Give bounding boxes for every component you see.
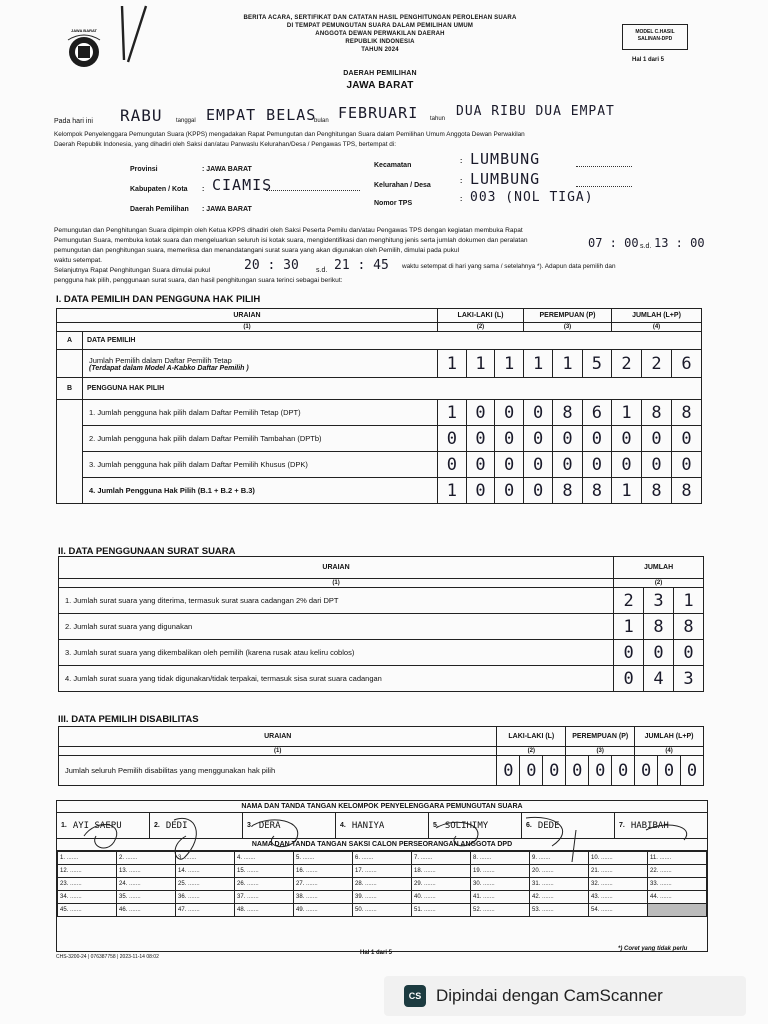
kecamatan-label: Kecamatan [374,162,412,169]
saksi-number: 25. [178,881,187,887]
kabupaten-value: CIAMIS [212,176,273,194]
saksi-number: 19. [473,868,482,874]
saksi-cell: 45. ....... [58,904,117,917]
saksi-number: 40. [414,894,423,900]
saksi-number: 13. [119,868,128,874]
s1-b-row3-label: 3. Jumlah pengguna hak pilih dalam Daftar Pemilih Khusus (DPK) [83,452,438,478]
footer-note: *) Coret yang tidak perlu [618,946,688,952]
time-start: 07 : 00 [588,236,639,250]
pen-stroke-mark [116,4,152,64]
s2-uraian-header: URAIAN [59,557,614,579]
kpps-name: SOLIHIMY [444,820,489,831]
time-count-start: 20 : 30 [244,258,299,273]
saksi-number: 32. [591,881,600,887]
dapil-label: DAERAH PEMILIHAN [343,70,417,77]
saksi-cell: 5. ....... [294,852,353,865]
saksi-number: 43. [591,894,600,900]
s1-a-letter: A [57,332,83,350]
tps-value: 003 (NOL TIGA) [470,190,594,205]
saksi-cell: 23. ....... [58,878,117,891]
saksi-cell: 27. ....... [294,878,353,891]
para-line7: pengguna hak pilih, penggunaan surat suara, dan hasil penghitungan suara terinci sebagai berikut: [54,277,343,284]
saksi-cell: 47. ....... [176,904,235,917]
saksi-cell: 8. ....... [471,852,530,865]
saksi-cell: 29. ....... [412,878,471,891]
para-line5: Selanjutnya Rapat Penghitungan Suara dimulai pukul [54,267,211,274]
saksi-cell: 42. ....... [530,891,589,904]
s3-jml-header: JUMLAH (L+P) [635,727,704,747]
kpps-number: 6. [526,822,532,829]
hari-value: RABU [120,106,163,125]
para-line4: waktu setempat. [54,257,103,264]
s3-uraian-header: URAIAN [59,727,497,747]
kpps-number: 2. [154,822,160,829]
saksi-number: 24. [119,881,128,887]
s2-row4-label: 4. Jumlah surat suara yang tidak digunakan/tidak terpakai, termasuk sisa surat suara cadangan [59,666,614,692]
footer-page: Hal 1 dari 5 [360,950,393,956]
section2-table: URAIAN JUMLAH (1) (2) 1. Jumlah surat suara yang diterima, termasuk surat suara cadangan 2% dari DPT 2 3 1 2. Jumlah surat suara yang digunakan 1 8 8 3. Jumlah surat suara yang dikembalikan oleh pemilih (karena rusak atau keliru coblos) 0 0 0 4. Jumlah surat suara yang tidak digunakan/tidak terpakai, termasuk sisa surat suara cadangan 0 4 3 [58,556,704,692]
saksi-number: 10. [591,855,600,861]
section3-table: URAIAN LAKI-LAKI (L) PEREMPUAN (P) JUMLAH (L+P) (1) (2) (3) (4) Jumlah seluruh Pemilih disabilitas yang menggunakan hak pilih 0 0 0 0 0 0 0 0 0 [58,726,704,786]
saksi-cell: 9. ....... [530,852,589,865]
saksi-cell: 25. ....... [176,878,235,891]
kelurahan-value: LUMBUNG [470,170,541,188]
header-line5: TAHUN 2024 [361,47,399,53]
saksi-number: 11. [650,855,658,861]
kpps-number: 4. [340,822,346,829]
s1-b-title: PENGGUNA HAK PILIH [83,378,702,400]
saksi-number: 54. [591,907,600,913]
saksi-cell: 4. ....... [235,852,294,865]
saksi-number: 16. [296,868,305,874]
saksi-cell: 44. ....... [648,891,707,904]
kpps-name: DEDE [537,820,560,831]
s2-jml-header: JUMLAH [614,557,704,579]
saksi-cell: 39. ....... [353,891,412,904]
intro-para2: Daerah Republik Indonesia, yang dihadiri oleh Saksi dan/atau Panwaslu Kelurahan/Desa / Pengawas TPS, bertempat di: [54,141,396,148]
saksi-cell: 50. ....... [353,904,412,917]
kpps-number: 1. [61,822,67,829]
saksi-cell: 2. ....... [117,852,176,865]
header-line3: ANGGOTA DEWAN PERWAKILAN DAERAH [315,31,445,37]
provinsi-value: : JAWA BARAT [202,166,252,173]
saksi-number: 14. [178,868,187,874]
saksi-number: 1. [60,855,66,861]
kecamatan-value: LUMBUNG [470,150,541,168]
saksi-cell: 41. ....... [471,891,530,904]
para-line3: pemungutan dan penghitungan suara, memeriksa dan menandatangani surat suara yang akan digunakan oleh Pemilih, dimulai pada pukul [54,247,460,254]
saksi-cell: 49. ....... [294,904,353,917]
saksi-number: 17. [355,868,364,874]
saksi-cell: 48. ....... [235,904,294,917]
s1-b-letter: B [57,378,83,400]
saksi-number: 26. [237,881,246,887]
saksi-cell: 53. ....... [530,904,589,917]
section2-title: II. DATA PENGGUNAAN SURAT SUARA [58,546,236,557]
sd-label-1: s.d. [640,243,652,250]
para-line6: waktu setempat di hari yang sama / setelahnya *). Adapun data pemilih dan [402,263,616,270]
saksi-number: 12. [60,868,69,874]
sd-label-2: s.d. [316,267,328,274]
saksi-number: 4. [237,855,243,861]
s2-row2-label: 2. Jumlah surat suara yang digunakan [59,614,614,640]
kpps-number: 7. [619,822,625,829]
saksi-cell: 6. ....... [353,852,412,865]
saksi-cell: 52. ....... [471,904,530,917]
saksi-number: 15. [237,868,246,874]
saksi-number: 30. [473,881,482,887]
page-counter-top: Hal 1 dari 5 [632,57,665,63]
saksi-number: 33. [650,881,659,887]
s1-b-row1-label: 1. Jumlah pengguna hak pilih dalam Daftar Pemilih Tetap (DPT) [83,400,438,426]
saksi-number: 23. [60,881,69,887]
saksi-number: 31. [532,881,541,887]
saksi-number: 6. [355,855,361,861]
kpps-title: NAMA DAN TANDA TANGAN KELOMPOK PENYELENGGARA PEMUNGUTAN SUARA [57,801,707,813]
bulan-label: bulan [314,118,329,124]
saksi-number: 52. [473,907,482,913]
kpu-logo-icon [64,28,104,84]
saksi-cell: 14. ....... [176,865,235,878]
saksi-cell: 19. ....... [471,865,530,878]
saksi-cell: 1. ....... [58,852,117,865]
camscanner-text: Dipindai dengan CamScanner [436,986,663,1005]
saksi-number: 38. [296,894,305,900]
tps-label: Nomor TPS [374,200,413,207]
para-line1: Pemungutan dan Penghitungan Suara dipimpin oleh Ketua KPPS dihadiri oleh Saksi Peserta Pemilu dan/atau Pengawas TPS dengan kegiatan membuka Rapat [54,227,523,234]
saksi-cell: 37. ....... [235,891,294,904]
saksi-number: 22. [650,868,659,874]
saksi-cell: 16. ....... [294,865,353,878]
kabupaten-label: Kabupaten / Kota [130,186,188,193]
time-count-end: 21 : 45 [334,258,389,273]
saksi-cell: 31. ....... [530,878,589,891]
saksi-number: 41. [473,894,482,900]
saksi-cell: 10. ....... [589,852,648,865]
saksi-cell: 24. ....... [117,878,176,891]
saksi-cell: 38. ....... [294,891,353,904]
saksi-cell: 36. ....... [176,891,235,904]
saksi-cell: 32. ....... [589,878,648,891]
saksi-number: 35. [119,894,128,900]
s1-uraian-header: URAIAN [57,309,438,323]
logo-text: JAWA BARAT [71,28,97,33]
kelurahan-label: Kelurahan / Desa [374,182,431,189]
s3-pr-header: PEREMPUAN (P) [566,727,635,747]
provinsi-label: Provinsi [130,166,158,173]
daerah-pemilihan-value: : JAWA BARAT [202,206,252,213]
s1-b-row2-label: 2. Jumlah pengguna hak pilih dalam Daftar Pemilih Tambahan (DPTb) [83,426,438,452]
saksi-number: 53. [532,907,541,913]
pada-hari-label: Pada hari ini [54,118,93,125]
camscanner-watermark [384,976,746,1016]
saksi-number: 9. [532,855,538,861]
saksi-cell: 54. ....... [589,904,648,917]
saksi-cell: 40. ....... [412,891,471,904]
tahun-value: DUA RIBU DUA EMPAT [456,104,615,119]
header-line4: REPUBLIK INDONESIA [345,39,415,45]
bulan-value: FEBRUARI [338,104,419,122]
saksi-cell: 7. ....... [412,852,471,865]
saksi-number: 21. [591,868,600,874]
saksi-cell: 46. ....... [117,904,176,917]
kpps-name: DERA [258,820,281,831]
saksi-cell: 18. ....... [412,865,471,878]
kabupaten-dots [266,190,360,191]
saksi-number: 39. [355,894,364,900]
saksi-cell: 17. ....... [353,865,412,878]
time-end: 13 : 00 [654,236,705,250]
para-line2: Pemungutan Suara, membuka kotak suara dan mengeluarkan seluruh isi kotak suara, mengidentifikasi dan menghitung jenis serta jumlah dokumen dan peralatan [54,237,528,244]
saksi-number: 48. [237,907,246,913]
section3-title: III. DATA PEMILIH DISABILITAS [58,714,199,725]
saksi-cell: 22. ....... [648,865,707,878]
s1-jml-header: JUMLAH (L+P) [612,309,702,323]
saksi-number: 5. [296,855,302,861]
saksi-number: 36. [178,894,187,900]
saksi-cell-blank [648,904,707,917]
saksi-title: NAMA DAN TANDA TANGAN SAKSI CALON PERSEORANGAN ANGGOTA DPD [57,839,707,851]
saksi-number: 46. [119,907,128,913]
daerah-pemilihan-label: Daerah Pemilihan [130,206,189,213]
tanggal-label: tanggal [176,118,196,124]
kpps-number: 3. [247,822,253,829]
saksi-number: 42. [532,894,541,900]
saksi-cell: 43. ....... [589,891,648,904]
saksi-cell: 12. ....... [58,865,117,878]
kpps-name: HANIYA [351,820,385,831]
signature-scribbles [56,806,708,866]
saksi-number: 2. [119,855,125,861]
intro-para1: Kelompok Penyelenggara Pemungutan Suara (KPPS) mengadakan Rapat Pemungutan dan Penghitungan Suara dalam Pemilihan Umum Anggota Dewan Perwakilan [54,131,525,138]
saksi-cell: 51. ....... [412,904,471,917]
saksi-cell: 26. ....... [235,878,294,891]
model-box: MODEL C.HASIL SALINAN-DPD [622,24,688,50]
saksi-number: 44. [650,894,659,900]
kpps-name: DEDI [165,820,188,831]
saksi-cell: 15. ....... [235,865,294,878]
camscanner-icon: CS [404,985,426,1007]
saksi-number: 49. [296,907,305,913]
saksi-cell: 13. ....... [117,865,176,878]
kpps-name: HABIBAH [630,820,669,831]
saksi-cell: 11. ....... [648,852,707,865]
saksi-number: 3. [178,855,184,861]
saksi-cell: 3. ....... [176,852,235,865]
footer-code: CHS-3200-24 | 076387758 | 2023-11-14 08:02 [56,954,159,960]
saksi-cell: 34. ....... [58,891,117,904]
s1-lk-header: LAKI-LAKI (L) [438,309,524,323]
saksi-number: 50. [355,907,364,913]
saksi-number: 28. [355,881,364,887]
s2-row1-label: 1. Jumlah surat suara yang diterima, termasuk surat suara cadangan 2% dari DPT [59,588,614,614]
saksi-cell: 33. ....... [648,878,707,891]
saksi-number: 8. [473,855,479,861]
saksi-number: 18. [414,868,423,874]
s3-row-label: Jumlah seluruh Pemilih disabilitas yang menggunakan hak pilih [59,756,497,786]
s3-lk-header: LAKI-LAKI (L) [497,727,566,747]
saksi-cell: 28. ....... [353,878,412,891]
document-sheet: JAWA BARAT BERITA ACARA, SERTIFIKAT DAN CATATAN HASIL PENGHITUNGAN PEROLEHAN SUARA DI TEMPAT PEMUNGUTAN SUARA DALAM PEMILIHAN UMUM ANGGOTA DEWAN PERWAKILAN DAERAH REPUBLIK INDONESIA TAHUN 2024 DAERAH PEMILIHAN JAWA BARAT MODEL C.HASIL SALINAN-DPD Hal 1 dari 5 Pada hari ini RABU tanggal EMPAT BELAS bulan FEBRUARI tahun DUA RIBU DUA EMPAT Kelompok Penyelenggara Pemungutan Suara (KPPS) mengadakan Rapat Pemungutan dan Penghitungan Suara dalam Pemilihan Umum Anggota Dewan Perwakilan Daerah Republik Indonesia, yang dihadiri oleh Saksi dan/atau Panwaslu Kelurahan/Desa / Pengawas TPS, bertempat di: Provinsi : JAWA BARAT Kabupaten / Kota : CIAMIS Daerah Pemilihan : JAWA BARAT Kecamatan : LUMBUNG Kelurahan / Desa : LUMBUNG Nomor TPS : 003 (NOL TIGA) Pemungutan dan Penghitungan Suara dipimpin oleh Ketua KPPS dihadiri oleh Saksi Peserta Pemilu dan/atau Pengawas TPS dengan kegiatan membuka Rapat Pemungutan Suara, membuka kotak suara dan mengeluarkan seluruh isi kotak suara, mengidentifikasi dan menghitung jenis serta jumlah dokumen dan peralatan pemungutan dan penghitungan suara, memeriksa dan menandatangani surat suara yang akan digunakan oleh Pemilih, dimulai pada pukul 07 : 00 s.d. 13 : 00 waktu setempat. Selanjutnya Rapat Penghitungan Suara dimulai pukul 20 : 30 s.d. 21 : 45 waktu setempat di hari yang sama / setelahnya *). Adapun data pemilih dan pengguna hak pilih, penggunaan surat suara, dan hasil penghitungan suara terinci sebagai berikut: I. DATA PEMILIH DAN PENGGUNA HAK PILIH URAIAN LAKI-LAKI (L) PEREMPUAN (P) JUMLAH (L+P) (1) (2) (3) (4) A DATA PEMILIH Jumlah Pemilih dalam Daftar Pemilih Tetap (Terdapat dalam Model A-Kabko Daftar Pemilih ) 1 1 1 1 1 5 2 2 6 B PENGGUNA HAK PILIH 1. Jumlah pengguna hak pilih dalam Daftar Pemilih Tetap (DPT) 1 0 0 0 8 6 1 8 8 2. Jumlah pengguna hak pilih dalam Daftar Pemilih Tambahan (DPTb) 0 0 0 0 0 0 0 0 0 3. Jumlah pengguna hak pilih dalam Daftar Pemilih Khusus (DPK) 0 0 0 0 0 0 0 0 0 4. Jumlah Pengguna Hak Pilih (B.1 + B.2 + B.3) 1 0 0 0 8 8 1 8 8 II. DATA PENGGUNAAN SURAT SUARA URAIAN JUMLAH (1) (2) 1. Jumlah surat suara yang diterima, termasuk surat suara cadangan 2% dari DPT 2 3 1 2. Jumlah surat suara yang digunakan 1 8 8 3. Jumlah surat suara yang dikembalikan oleh pemilih (karena rusak atau keliru coblos) 0 0 0 4. Jumlah surat suara yang tidak digunakan/tidak terpakai, termasuk sisa surat suara cadangan 0 4 3 III. DATA PEMILIH DISABILITAS URAIAN LAKI-LAKI (L) PEREMPUAN (P) JUMLAH (L+P) (1) (2) (3) (4) Jumlah seluruh Pemilih disabilitas yang menggunakan hak pilih 0 0 0 0 0 0 0 0 0 NAMA DAN TANDA TANGAN KELOMPOK PENYELENGGARA PEMUNGUTAN SUARA 1. AYI SAEPU 2. DEDI 3. DERA 4. HANIYA 5. SOLIHIMY 6. DEDE 7. HABIBAH NAMA DAN TANDA TANGAN SAKSI CALON PERSEORANGAN ANGGOTA DPD 1. ....... 2. ....... 3. ....... 4. ....... 5. ....... 6. ....... 7. ....... 8. ....... 9. ....... 10. ....... 11. ....... 12. ....... 13. ....... 14. ....... 15. ....... 16. ....... 17. ....... 18. ....... 19. ....... 20. ....... 21. ....... 22. ....... 23. ....... 24. ....... 25. ....... 26. ....... 27. ....... 28. ....... 29. ....... 30. ....... 31. ....... 32. ....... 33. ....... 34. ....... 35. ....... 36. ....... 37. ....... 38. ....... 39. ....... 40. ....... 41. ....... 42. ....... 43. ....... 44. ....... 45. ....... 46. ....... 47. ....... 48. ....... 49. ....... 50. ....... 51. ....... 52. ....... 53. ....... 54. ....... CHS-3200-24 | 076387758 | 2023-11-14 08:02 Hal 1 dari 5 *) Coret yang tidak perlu [0,0,768,1024]
saksi-cell: 20. ....... [530,865,589,878]
saksi-number: 45. [60,907,69,913]
saksi-number: 51. [414,907,423,913]
header-line2: DI TEMPAT PEMUNGUTAN SUARA DALAM PEMILIHAN UMUM [286,23,474,29]
saksi-cell: 35. ....... [117,891,176,904]
s1-a-title: DATA PEMILIH [83,332,702,350]
saksi-cell: 30. ....... [471,878,530,891]
saksi-number: 34. [60,894,69,900]
tahun-label: tahun [430,116,446,122]
saksi-number: 7. [414,855,420,861]
tanggal-value: EMPAT BELAS [206,106,317,124]
saksi-number: 27. [296,881,305,887]
kpps-name: AYI SAEPU [72,820,122,831]
s1-pr-header: PEREMPUAN (P) [524,309,612,323]
saksi-number: 47. [178,907,187,913]
dapil-title: JAWA BARAT [346,80,414,91]
saksi-number: 20. [532,868,541,874]
kpps-number: 5. [433,822,439,829]
section1-title: I. DATA PEMILIH DAN PENGGUNA HAK PILIH [56,294,261,305]
s1-b-row4-label: 4. Jumlah Pengguna Hak Pilih (B.1 + B.2 + B.3) [83,478,438,504]
saksi-number: 29. [414,881,423,887]
saksi-cell: 21. ....... [589,865,648,878]
header-line1: BERITA ACARA, SERTIFIKAT DAN CATATAN HASIL PENGHITUNGAN PEROLEHAN SUARA [243,15,517,21]
s2-row3-label: 3. Jumlah surat suara yang dikembalikan oleh pemilih (karena rusak atau keliru coblos) [59,640,614,666]
saksi-number: 37. [237,894,246,900]
section1-table: URAIAN LAKI-LAKI (L) PEREMPUAN (P) JUMLAH (L+P) (1) (2) (3) (4) A DATA PEMILIH Jumlah Pemilih dalam Daftar Pemilih Tetap (Terdapat dalam Model A-Kabko Daftar Pemilih ) 1 1 1 1 1 5 2 2 6 B PENGGUNA HAK PILIH 1. Jumlah pengguna hak pilih dalam Daftar Pemilih Tetap (DPT) 1 0 0 0 8 6 1 8 8 2. Jumlah pengguna hak pilih dalam Daftar Pemilih Tambahan (DPTb) 0 0 0 0 0 0 0 0 0 3. Jumlah pengguna hak pilih dalam Daftar Pemilih Khusus (DPK) 0 0 0 0 0 0 0 0 0 4. Jumlah Pengguna Hak Pilih (B.1 + B.2 + B.3) 1 0 0 0 8 8 1 8 8 [56,308,702,504]
s1-a-row: Jumlah Pemilih dalam Daftar Pemilih Tetap (Terdapat dalam Model A-Kabko Daftar Pemilih ) [83,350,438,378]
